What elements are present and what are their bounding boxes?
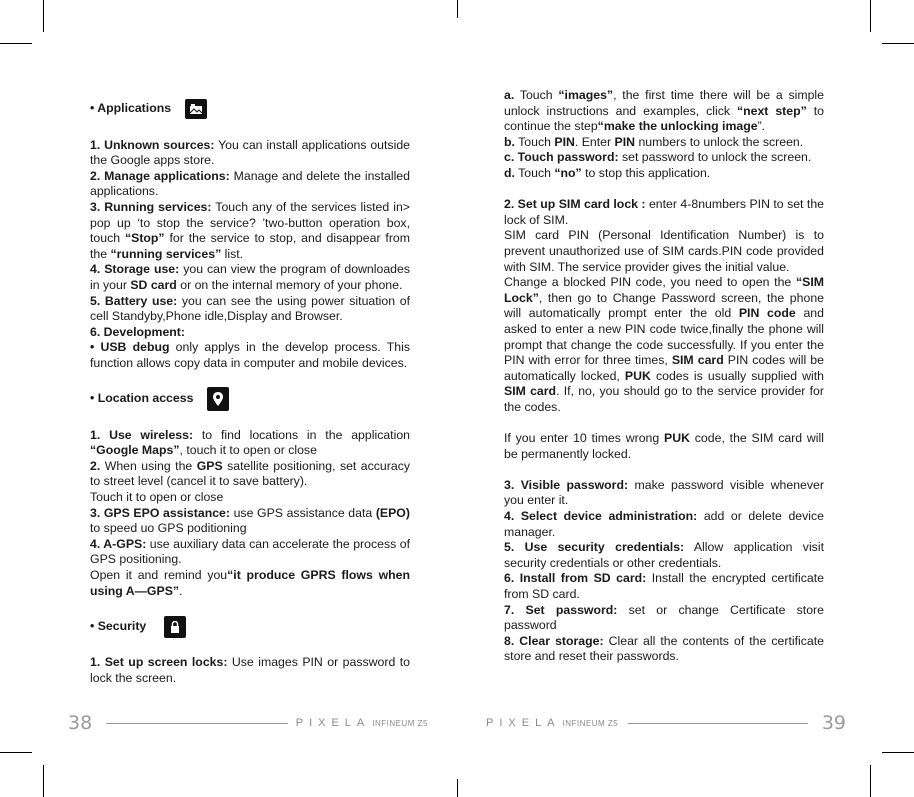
list-item: 2. Manage applications: Manage and delete the installed applications. (90, 168, 410, 199)
list-item: 1. Use wireless: to find locations in the application “Google Maps”, touch it to open or close (90, 427, 411, 458)
list-item: 3. GPS EPO assistance: use GPS assistance data (EPO) to speed uo GPS poditioning (90, 505, 410, 536)
page-number: 39 (821, 712, 846, 734)
list-item: 4. Storage use: you can view the program of downloades in your SD card or on the internal memory of your phone. (90, 262, 410, 292)
list-item: 5. Use security credentials: Allow application visit security credentials or other credentials. (504, 540, 824, 570)
list-item: 1. Unknown sources: You can install applications outside the Google apps store. (90, 137, 410, 168)
crop-mark (43, 0, 44, 32)
list-item: 4. Select device administration: add or delete device manager. (504, 509, 824, 539)
list-item: 4. A-GPS: use auxiliary data can accelerate the process of GPS positioning. (90, 536, 410, 567)
right-footer (486, 710, 846, 736)
list-item: c. Touch password: set password to unlock the screen. (504, 150, 812, 165)
paragraph: If you enter 10 times wrong PUK code, the SIM card will be permanently locked. (504, 431, 824, 461)
crop-mark (0, 752, 32, 753)
list-item: Touch it to open or close (90, 490, 224, 505)
list-item: 3. Visible password: make password visible whenever you enter it. (504, 477, 824, 508)
left-page-column (90, 97, 410, 687)
applications-heading: • Applications (90, 97, 410, 121)
crop-mark (43, 765, 44, 797)
crop-mark (870, 765, 871, 797)
location-pin-icon (207, 387, 229, 411)
crop-mark (0, 43, 32, 44)
list-item: 6. Development: (90, 324, 185, 339)
security-heading: • Security (90, 615, 410, 639)
crop-mark (870, 0, 871, 32)
footer-rule (106, 723, 288, 724)
left-footer (68, 710, 428, 736)
list-item: d. Touch “no” to stop this application. (504, 165, 711, 180)
list-item: b. Touch PIN. Enter PIN numbers to unlock the screen. (504, 134, 804, 149)
list-item: 2. When using the GPS satellite positioning, set accuracy to street level (cancel it to save battery). (90, 458, 411, 489)
paragraph: Change a blocked PIN code, you need to open the “SIM Lock”, then go to Change Password screen, the phone will automatically prompt enter the old PIN code and asked to enter a new PIN code twice,finally the phone will prompt that change the code successfully. If you enter the PIN with error for three times, SIM card PIN codes will be automatically locked, PUK codes is usually supplied with SIM card. If, no, you should go to the service provider for the codes. (504, 275, 825, 414)
list-item: 1. Set up screen locks: Use images PIN or password to lock the screen. (90, 655, 410, 685)
list-item: 8. Clear storage: Clear all the contents of the certificate store and reset their passwords. (504, 633, 825, 664)
brand-logo: PIXELA INFINEUM Z5 (295, 717, 428, 729)
brand-logo: PIXELA INFINEUM Z5 (486, 717, 619, 729)
crop-mark (882, 752, 914, 753)
list-item: 3. Running services: Touch any of the services listed in> pop up ‘to stop the service? ’two-button operation box, touch “Stop” for the service to stop, and disappear from the “running services” list. (90, 199, 411, 261)
list-item: 5. Battery use: you can see the using power situation of cell Standyby,Phone idle,Display and Browser. (90, 293, 410, 324)
location-heading: • Location access (90, 387, 410, 411)
lock-icon (164, 616, 186, 638)
list-item: Open it and remind you“it produce GPRS flows when using A—GPS”. (90, 568, 410, 598)
paragraph: SIM card PIN (Personal Identification Number) is to prevent unauthorized use of SIM cards.PIN code provided with SIM. The service provider gives the initial value. (504, 228, 824, 274)
list-item: a. Touch “images”, the first time there will be a simple unlock instructions and examples, click “next step” to continue the step“make the unlocking image”. (504, 88, 824, 134)
list-item: • USB debug only applys in the develop process. This function allows copy data in computer and mobile devices. (90, 340, 410, 370)
crop-mark (882, 43, 914, 44)
page-number: 38 (68, 712, 93, 734)
crop-mark (457, 779, 458, 797)
list-item: 2. Set up SIM card lock : enter 4-8numbers PIN to set the lock of SIM. (504, 197, 824, 227)
right-page-column (504, 88, 824, 665)
applications-icon (185, 99, 207, 119)
list-item: 7. Set password: set or change Certificate store password (504, 602, 824, 633)
crop-mark (457, 0, 458, 18)
footer-rule (628, 723, 808, 724)
list-item: 6. Install from SD card: Install the encrypted certificate from SD card. (504, 571, 825, 601)
